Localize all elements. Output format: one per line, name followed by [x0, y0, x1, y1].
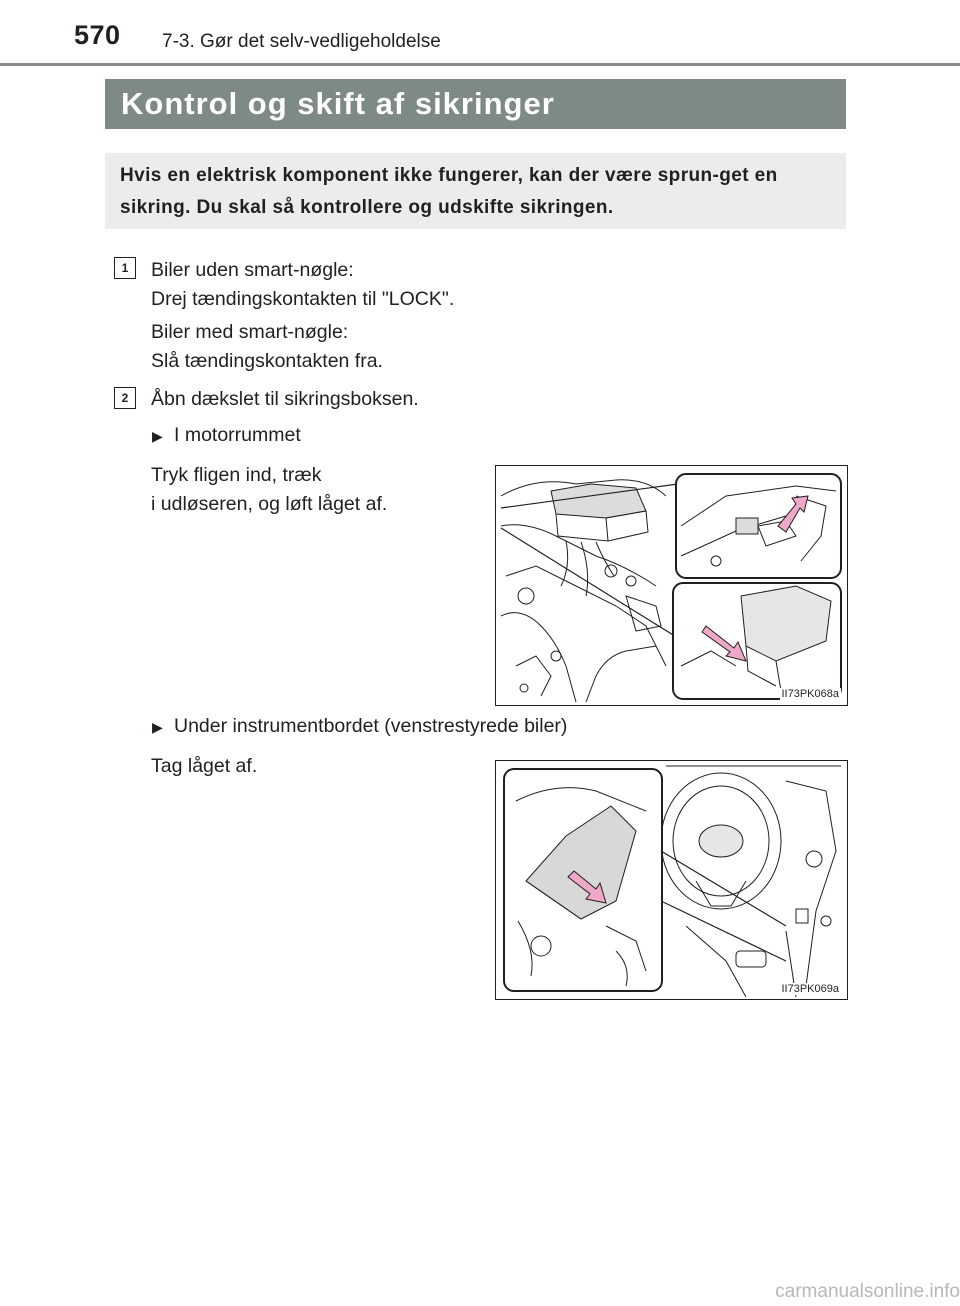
step-2-text: Åbn dækslet til sikringsboksen. — [151, 388, 419, 410]
footer-watermark: carmanualsonline.info — [775, 1281, 960, 1302]
step-number-badge: 2 — [114, 387, 136, 409]
figure-code: II73PK068a — [781, 688, 839, 700]
subsection-line: Tag låget af. — [151, 755, 258, 777]
engine-compartment-illustration — [495, 465, 848, 706]
step-1-line-4: Slå tændingskontakten fra. — [151, 350, 383, 372]
subsection-line: Tryk fligen ind, træk — [151, 464, 322, 486]
figure-code: II73PK069a — [781, 983, 839, 995]
instrument-panel-illustration — [495, 760, 848, 1000]
bullet-arrow-icon: ▶ — [152, 719, 163, 735]
intro-text: Hvis en elektrisk komponent ikke fungerer, kan der være sprun-get en sikring. Du skal så kontrollere og udskifte sikringen. — [120, 165, 778, 218]
page-number: 570 — [74, 20, 121, 50]
subsection-line: i udløseren, og løft låget af. — [151, 493, 388, 515]
intro-box — [105, 153, 846, 229]
chapter-title: 7-3. Gør det selv-vedligeholdelse — [162, 31, 441, 52]
subsection-heading: I motorrummet — [174, 424, 301, 446]
bullet-arrow-icon: ▶ — [152, 428, 163, 444]
fuse-box-engine-drawing — [496, 466, 847, 705]
subsection-heading: Under instrumentbordet (venstrestyrede biler) — [174, 715, 568, 737]
step-1-line-3: Biler med smart-nøgle: — [151, 321, 349, 343]
fuse-box-cover-drawing — [496, 761, 847, 999]
step-1-line-2: Drej tændingskontakten til "LOCK". — [151, 288, 455, 310]
section-title-bar — [105, 79, 846, 129]
step-1-line-1: Biler uden smart-nøgle: — [151, 259, 354, 281]
header-divider — [0, 63, 960, 66]
section-title: Kontrol og skift af sikringer — [121, 86, 555, 121]
step-number-badge: 1 — [114, 257, 136, 279]
